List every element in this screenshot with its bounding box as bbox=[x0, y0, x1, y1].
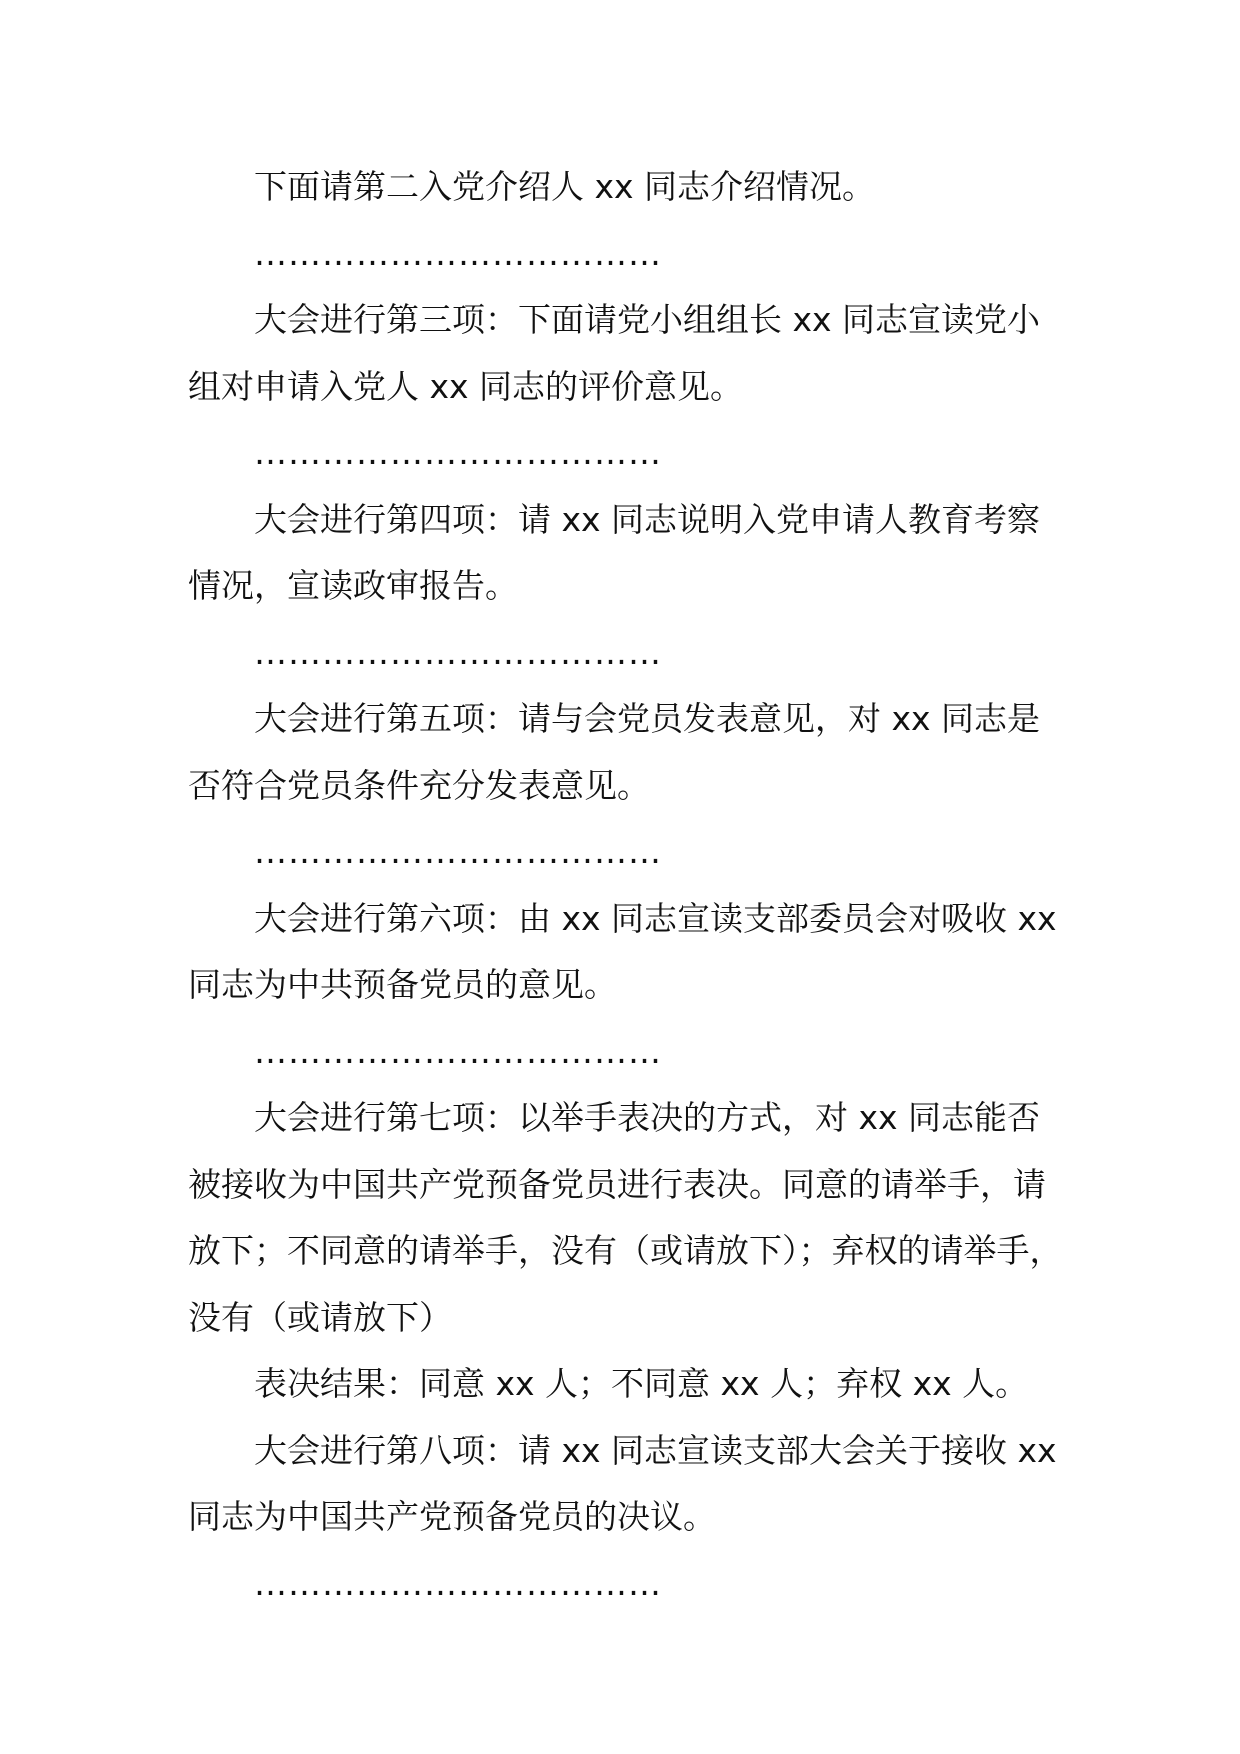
paragraph-item-four: 大会进行第四项：请 xx 同志说明入党申请人教育考察情况，宣读政审报告。 bbox=[188, 499, 1041, 605]
ellipsis-line: ……………………………… bbox=[254, 632, 662, 672]
ellipsis-line: ……………………………… bbox=[254, 233, 662, 273]
ellipsis-line: ……………………………… bbox=[254, 1563, 662, 1603]
paragraph-item-five: 大会进行第五项：请与会党员发表意见，对 xx 同志是否符合党员条件充分发表意见。 bbox=[188, 699, 1041, 805]
paragraph-item-six: 大会进行第六项：由 xx 同志宣读支部委员会对吸收 xx 同志为中共预备党员的意见。 bbox=[188, 898, 1057, 1004]
paragraph-item-three: 大会进行第三项：下面请党小组组长 xx 同志宣读党小组对申请入党人 xx 同志的评价意见。 bbox=[188, 300, 1041, 406]
paragraph-second-introducer: 下面请第二入党介绍人 xx 同志介绍情况。 bbox=[254, 167, 876, 206]
paragraph-vote-result: 表决结果：同意 xx 人；不同意 xx 人；弃权 xx 人。 bbox=[254, 1364, 1029, 1403]
ellipsis-line: ……………………………… bbox=[254, 832, 662, 871]
ellipsis-line: ……………………………… bbox=[254, 433, 662, 472]
ellipsis-line: ……………………………… bbox=[254, 1031, 662, 1071]
document-body bbox=[188, 154, 1064, 1617]
paragraph-item-eight: 大会进行第八项：请 xx 同志宣读支部大会关于接收 xx 同志为中国共产党预备党员的决议。 bbox=[188, 1430, 1057, 1536]
paragraph-item-seven: 大会进行第七项：以举手表决的方式，对 xx 同志能否被接收为中国共产党预备党员进行表决。同意的请举手，请放下；不同意的请举手，没有（或请放下）；弃权的请举手，没有（或请放下） bbox=[188, 1098, 1063, 1337]
